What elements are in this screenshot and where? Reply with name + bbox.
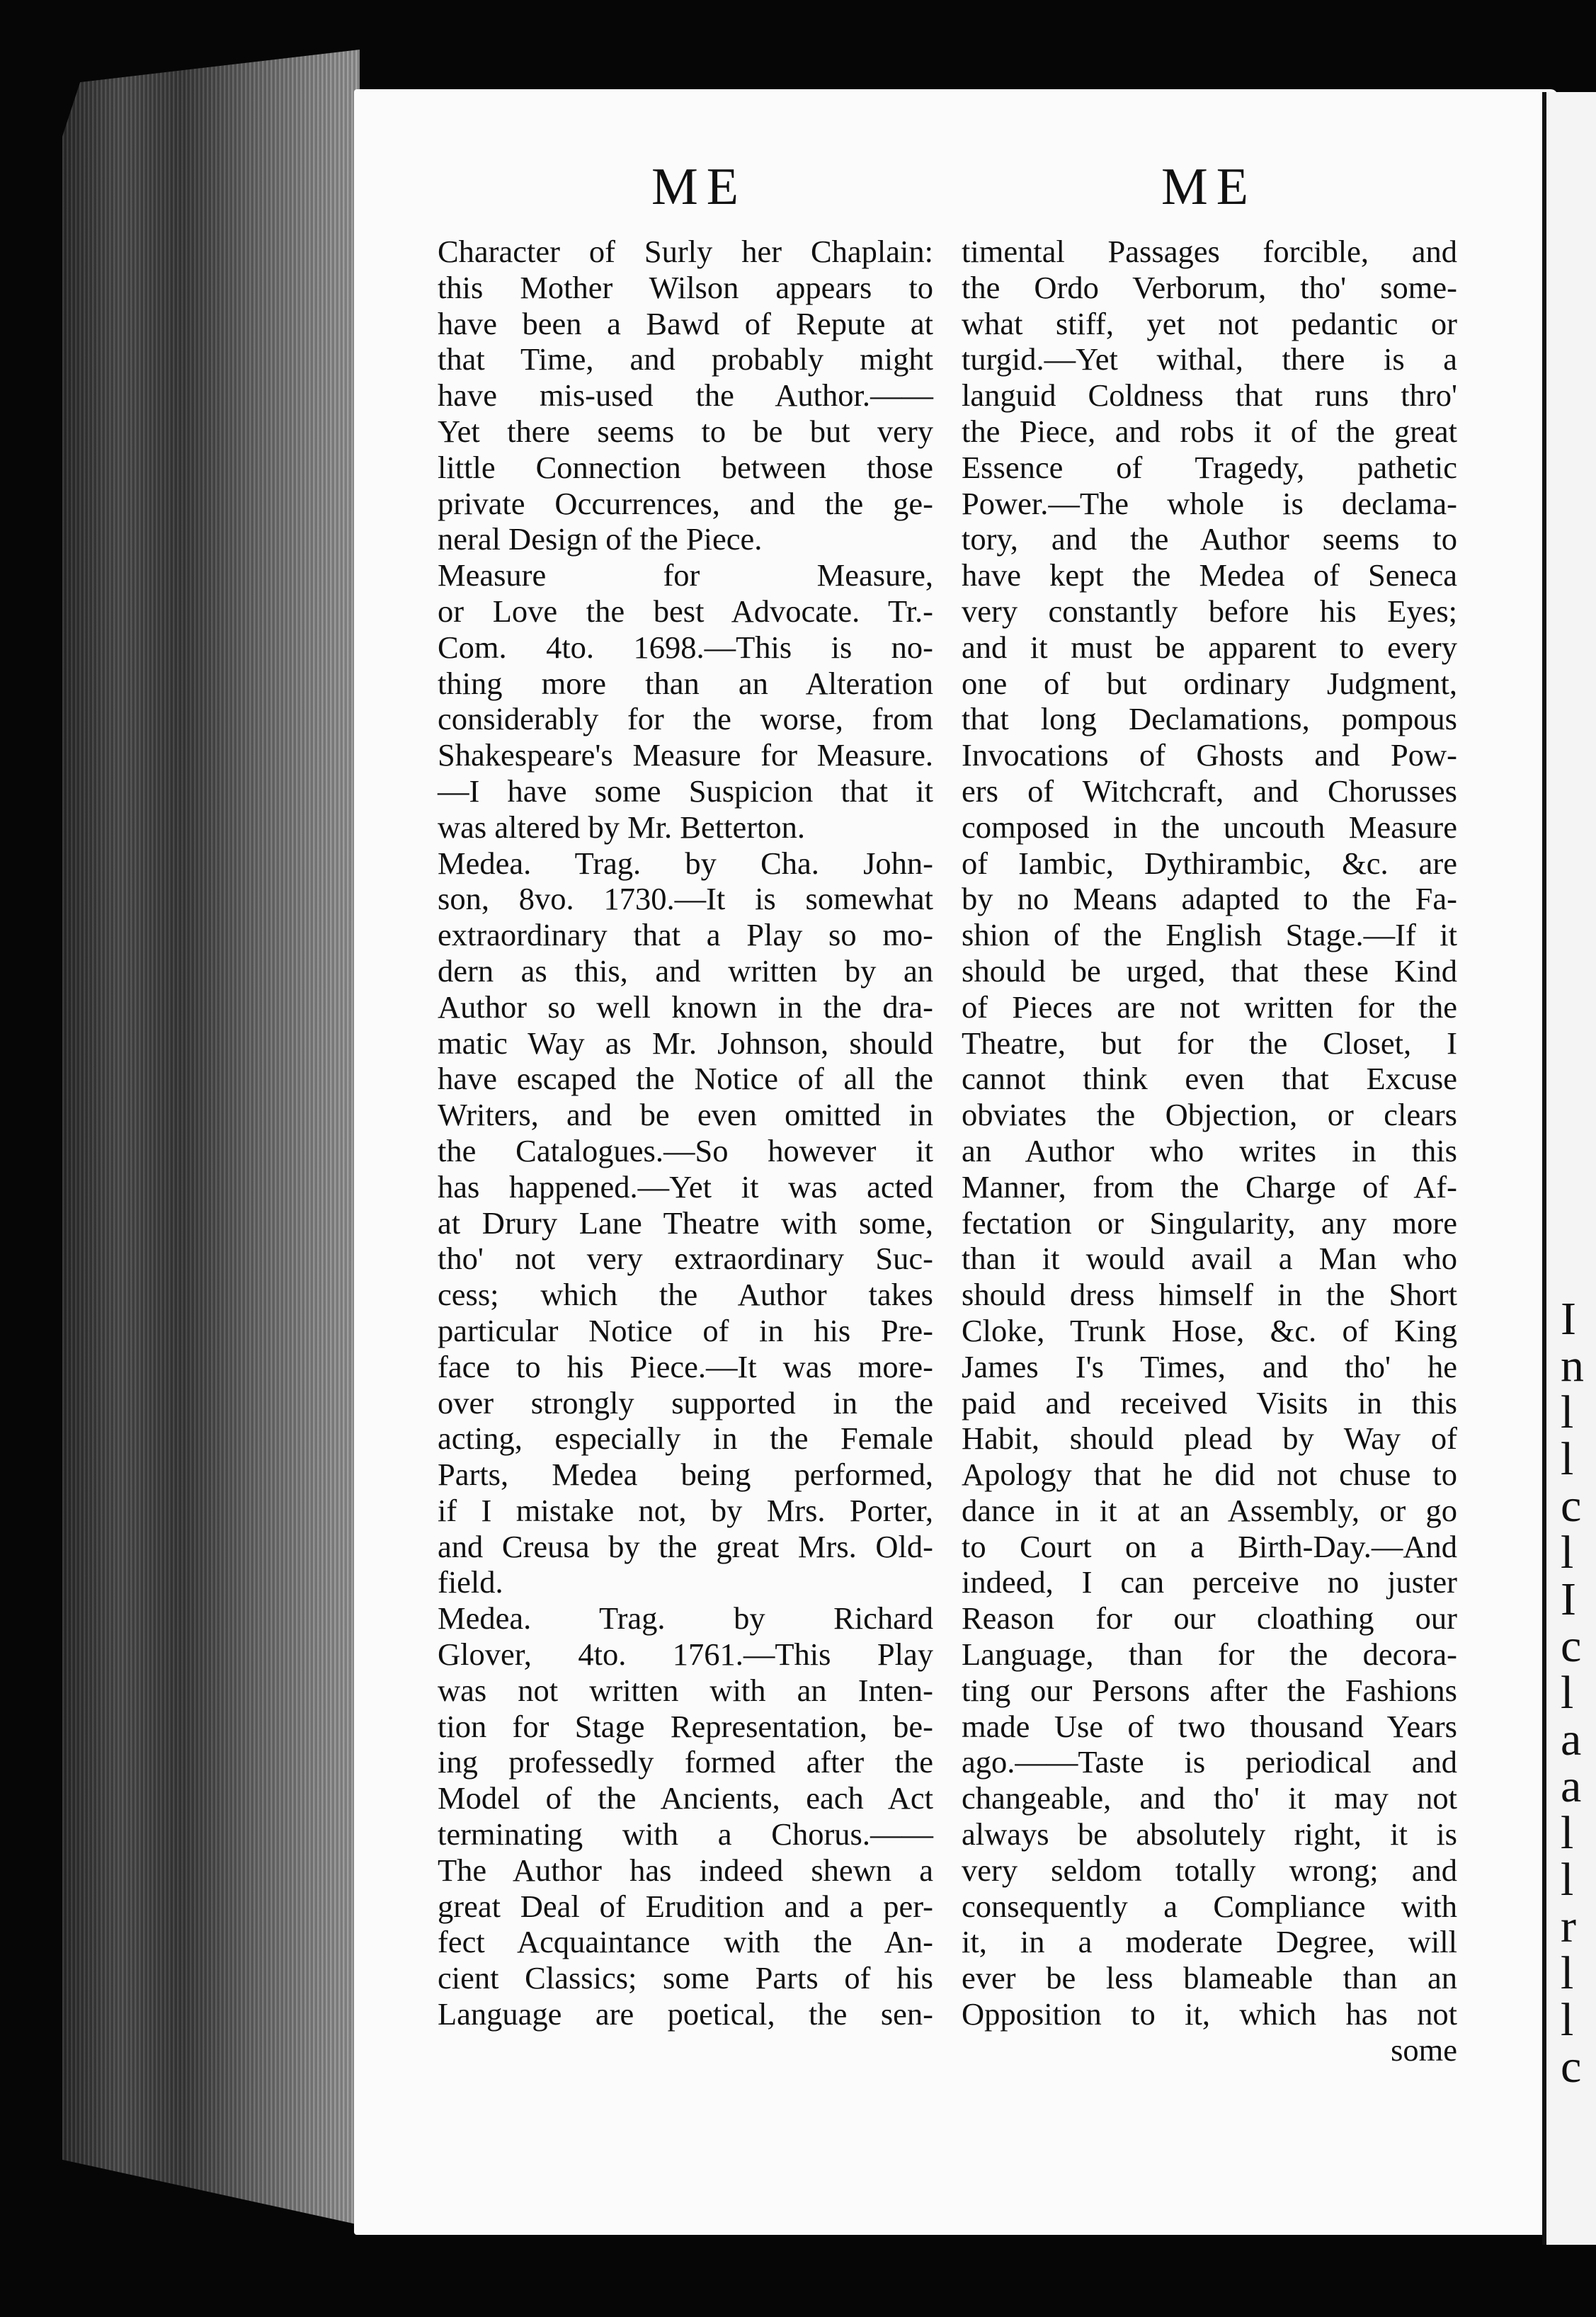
text-line: dance in it at an Assembly, or go bbox=[962, 1492, 1457, 1528]
text-line: dern as this, and written by an bbox=[438, 952, 933, 989]
text-line: field. bbox=[438, 1564, 503, 1600]
text-line: private Occurrences, and the ge- bbox=[438, 485, 933, 521]
text-line: ers of Witchcraft, and Chorusses bbox=[962, 773, 1457, 809]
text-line: Apology that he did not chuse to bbox=[962, 1457, 1457, 1493]
text-line: was not written with an Inten- bbox=[438, 1672, 933, 1708]
text-line: what stiff, yet not pedantic or bbox=[962, 305, 1457, 341]
text-line: cient Classics; some Parts of his bbox=[438, 1960, 933, 1996]
next-page-fragment: I bbox=[1561, 1573, 1576, 1625]
text-line: composed in the uncouth Measure bbox=[962, 809, 1457, 845]
text-line: have mis-used the Author.—— bbox=[438, 377, 933, 414]
text-line: or Love the best Advocate. Tr.- bbox=[438, 593, 933, 629]
text-line: Medea. Trag. by Richard bbox=[438, 1600, 933, 1636]
text-line: was altered by Mr. Betterton. bbox=[438, 809, 806, 845]
text-line: James I's Times, and tho' he bbox=[962, 1348, 1457, 1384]
book-fore-edge bbox=[62, 50, 360, 2225]
text-line: Invocations of Ghosts and Pow- bbox=[962, 737, 1457, 773]
text-line: Medea. Trag. by Cha. John- bbox=[438, 845, 933, 881]
text-line: little Connection between those bbox=[438, 449, 933, 485]
text-line: ever be less blameable than an bbox=[962, 1960, 1457, 1996]
text-line: terminating with a Chorus.—— bbox=[438, 1816, 933, 1852]
text-line: to Court on a Birth-Day.—And bbox=[962, 1528, 1457, 1564]
text-line: ago.——Taste is periodical and bbox=[962, 1744, 1457, 1780]
right-column-text bbox=[962, 234, 1457, 2068]
text-line: —I have some Suspicion that it bbox=[438, 773, 933, 809]
next-page-fragment: c bbox=[1561, 1620, 1582, 1672]
text-line: fectation or Singularity, any more bbox=[962, 1205, 1457, 1241]
text-line: tory, and the Author seems to bbox=[962, 521, 1457, 557]
next-page-fragment: l bbox=[1561, 1947, 1574, 1999]
text-line: considerably for the worse, from bbox=[438, 701, 933, 737]
text-line: Opposition to it, which has not bbox=[962, 1996, 1457, 2032]
text-line: timental Passages forcible, and bbox=[962, 234, 1457, 269]
text-line: of Pieces are not written for the bbox=[962, 989, 1457, 1025]
text-line: Power.—The whole is declama- bbox=[962, 485, 1457, 521]
text-line: at Drury Lane Theatre with some, bbox=[438, 1205, 933, 1241]
text-line: Model of the Ancients, each Act bbox=[438, 1780, 933, 1816]
text-line: have been a Bawd of Repute at bbox=[438, 305, 933, 341]
text-line: tho' not very extraordinary Suc- bbox=[438, 1241, 933, 1277]
text-line: thing more than an Alteration bbox=[438, 665, 933, 701]
next-page-fragment: l bbox=[1561, 1854, 1574, 1906]
text-line: that long Declamations, pompous bbox=[962, 701, 1457, 737]
text-line: indeed, I can perceive no juster bbox=[962, 1564, 1457, 1600]
next-page-fragment: l bbox=[1561, 1387, 1574, 1438]
text-line: Cloke, Trunk Hose, &c. of King bbox=[962, 1312, 1457, 1348]
text-line: some bbox=[1391, 2032, 1457, 2068]
text-line: has happened.—Yet it was acted bbox=[438, 1168, 933, 1205]
text-line: consequently a Compliance with bbox=[962, 1888, 1457, 1924]
text-line: made Use of two thousand Years bbox=[962, 1708, 1457, 1744]
text-line: Essence of Tragedy, pathetic bbox=[962, 449, 1457, 485]
text-line: tion for Stage Representation, be- bbox=[438, 1708, 933, 1744]
next-page-fragment: l bbox=[1561, 1527, 1574, 1578]
text-line: paid and received Visits in this bbox=[962, 1384, 1457, 1421]
text-line: Com. 4to. 1698.—This is no- bbox=[438, 629, 933, 665]
text-line: neral Design of the Piece. bbox=[438, 521, 763, 557]
running-head-left: ME bbox=[651, 158, 747, 216]
next-page-fragment: a bbox=[1561, 1760, 1582, 1812]
next-page-fragment: n bbox=[1561, 1340, 1584, 1391]
text-line: one of but ordinary Judgment, bbox=[962, 665, 1457, 701]
next-page-fragment: c bbox=[1561, 2041, 1582, 2093]
text-line: Language, than for the decora- bbox=[962, 1636, 1457, 1673]
text-line: matic Way as Mr. Johnson, should bbox=[438, 1025, 933, 1061]
text-line: great Deal of Erudition and a per- bbox=[438, 1888, 933, 1924]
text-line: should be urged, that these Kind bbox=[962, 952, 1457, 989]
text-line: Parts, Medea being performed, bbox=[438, 1457, 933, 1493]
text-line: ting our Persons after the Fashions bbox=[962, 1672, 1457, 1708]
text-line: Shakespeare's Measure for Measure. bbox=[438, 737, 933, 773]
text-line: of Iambic, Dythirambic, &c. are bbox=[962, 845, 1457, 881]
text-line: Glover, 4to. 1761.—This Play bbox=[438, 1636, 933, 1673]
next-page-fragment: l bbox=[1561, 1433, 1574, 1485]
text-line: cannot think even that Excuse bbox=[962, 1061, 1457, 1097]
text-line: cess; which the Author takes bbox=[438, 1277, 933, 1313]
text-line: and Creusa by the great Mrs. Old- bbox=[438, 1528, 933, 1564]
text-line: Character of Surly her Chaplain: bbox=[438, 234, 933, 269]
text-line: the Catalogues.—So however it bbox=[438, 1132, 933, 1168]
text-line: ing professedly formed after the bbox=[438, 1744, 933, 1780]
text-line: should dress himself in the Short bbox=[962, 1277, 1457, 1313]
text-line: this Mother Wilson appears to bbox=[438, 269, 933, 305]
text-line: over strongly supported in the bbox=[438, 1384, 933, 1421]
text-line: Language are poetical, the sen- bbox=[438, 1996, 933, 2032]
text-line: turgid.—Yet withal, there is a bbox=[962, 341, 1457, 377]
adjacent-page-edge bbox=[1542, 92, 1596, 2245]
text-line: Theatre, but for the Closet, I bbox=[962, 1025, 1457, 1061]
text-line: obviates the Objection, or clears bbox=[962, 1097, 1457, 1133]
text-line: Yet there seems to be but very bbox=[438, 413, 933, 449]
next-page-fragment: l bbox=[1561, 1667, 1574, 1719]
text-line: Author so well known in the dra- bbox=[438, 989, 933, 1025]
text-line: Manner, from the Charge of Af- bbox=[962, 1168, 1457, 1205]
text-line: particular Notice of in his Pre- bbox=[438, 1312, 933, 1348]
next-page-fragment: r bbox=[1561, 1901, 1576, 1952]
text-line: face to his Piece.—It was more- bbox=[438, 1348, 933, 1384]
running-head-right: ME bbox=[1161, 158, 1257, 216]
text-line: that Time, and probably might bbox=[438, 341, 933, 377]
text-line: it, in a moderate Degree, will bbox=[962, 1924, 1457, 1960]
text-line: very constantly before his Eyes; bbox=[962, 593, 1457, 629]
text-line: acting, especially in the Female bbox=[438, 1421, 933, 1457]
text-line: languid Coldness that runs thro' bbox=[962, 377, 1457, 414]
text-line: son, 8vo. 1730.—It is somewhat bbox=[438, 881, 933, 917]
left-column-text bbox=[438, 234, 933, 2032]
text-line: very seldom totally wrong; and bbox=[962, 1852, 1457, 1888]
text-line: an Author who writes in this bbox=[962, 1132, 1457, 1168]
text-line: have kept the Medea of Seneca bbox=[962, 557, 1457, 593]
next-page-fragment: l bbox=[1561, 1807, 1574, 1859]
text-line: The Author has indeed shewn a bbox=[438, 1852, 933, 1888]
text-line: have escaped the Notice of all the bbox=[438, 1061, 933, 1097]
text-line: fect Acquaintance with the An- bbox=[438, 1924, 933, 1960]
next-page-fragment: I bbox=[1561, 1293, 1576, 1345]
text-line: if I mistake not, by Mrs. Porter, bbox=[438, 1492, 933, 1528]
text-line: by no Means adapted to the Fa- bbox=[962, 881, 1457, 917]
text-line: the Piece, and robs it of the great bbox=[962, 413, 1457, 449]
text-line: shion of the English Stage.—If it bbox=[962, 917, 1457, 953]
next-page-fragment: a bbox=[1561, 1714, 1582, 1765]
text-line: changeable, and tho' it may not bbox=[962, 1780, 1457, 1816]
text-line: Habit, should plead by Way of bbox=[962, 1421, 1457, 1457]
text-line: and it must be apparent to every bbox=[962, 629, 1457, 665]
text-line: the Ordo Verborum, tho' some- bbox=[962, 269, 1457, 305]
text-line: extraordinary that a Play so mo- bbox=[438, 917, 933, 953]
next-page-fragment: l bbox=[1561, 1994, 1574, 2046]
text-line: Measure for Measure, bbox=[438, 557, 933, 593]
text-line: always be absolutely right, it is bbox=[962, 1816, 1457, 1852]
text-line: Reason for our cloathing our bbox=[962, 1600, 1457, 1636]
text-line: Writers, and be even omitted in bbox=[438, 1097, 933, 1133]
text-line: than it would avail a Man who bbox=[962, 1241, 1457, 1277]
next-page-fragment: c bbox=[1561, 1480, 1582, 1532]
